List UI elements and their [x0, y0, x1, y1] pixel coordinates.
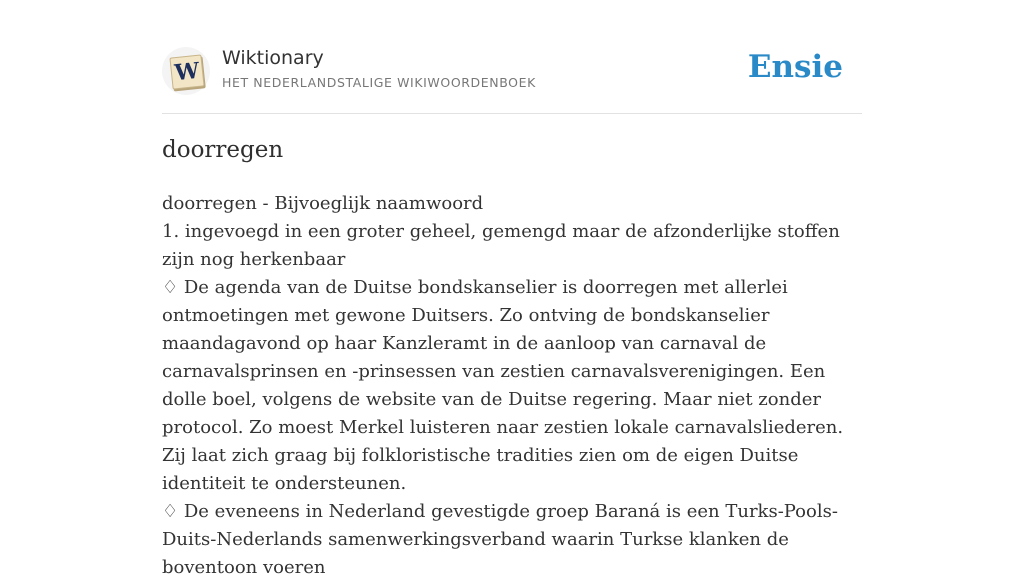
site-name[interactable]: Wiktionary: [222, 47, 324, 69]
example-sentence: ♢ De eveneens in Nederland gevestigde groep Baraná is een Turks-Pools-Duits-Nederlands samenwerkingsverband waarin Turkse klanken de boventoon voeren: [162, 501, 838, 578]
logo-tile-icon: W: [169, 54, 204, 89]
entry-definition: 1. ingevoegd in een groter geheel, gemengd maar de afzonderlijke stoffen zijn nog herkenbaar: [162, 221, 840, 270]
header-divider: [162, 113, 862, 114]
example-sentence: ♢ De agenda van de Duitse bondskanselier is doorregen met allerlei ontmoetingen met gewone Duitsers. Zo ontving de bondskanselier maandagavond op haar Kanzleramt in de aanloop van carnaval de carnavalsprinsen en -prinsessen van zestien carnavalsverenigingen. Een dolle boel, volgens de website van de Duitse regering. Maar niet zonder protocol. Zo moest Merkel luisteren naar zestien lokale carnavalsliederen. Zij laat zich graag bij folkloristische tradities zien om de eigen Duitse identiteit te ondersteunen.: [162, 277, 844, 494]
site-tagline: HET NEDERLANDSTALIGE WIKIWOORDENBOEK: [222, 75, 536, 90]
wiktionary-logo[interactable]: [162, 47, 210, 95]
entry-content: [162, 190, 862, 582]
entry-heading: doorregen - Bijvoeglijk naamwoord: [162, 193, 484, 214]
page-title: doorregen: [162, 137, 284, 163]
site-header: [162, 45, 862, 95]
ensie-logo[interactable]: Ensie: [747, 49, 843, 85]
